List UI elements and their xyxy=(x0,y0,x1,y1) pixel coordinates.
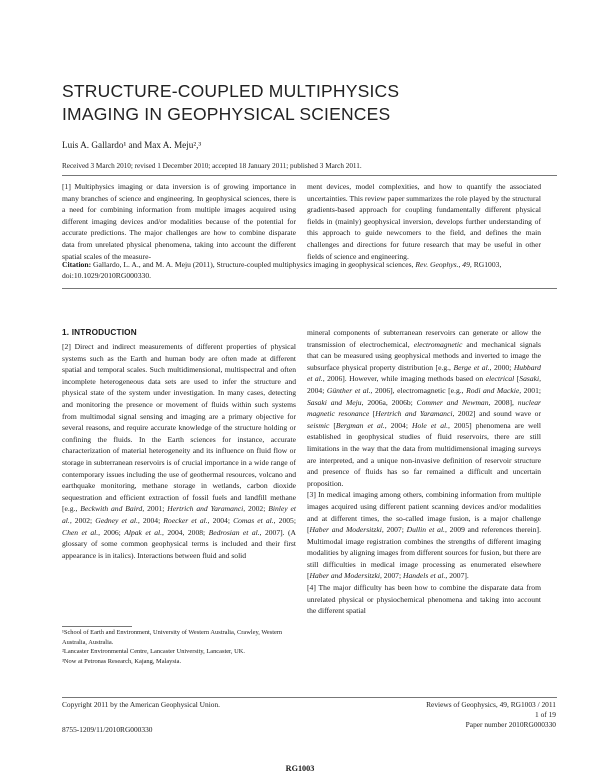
body-right-column xyxy=(307,327,541,617)
divider-citation xyxy=(62,288,557,289)
abstract-text-right: ment devices, model complexities, and how to quantify the associated uncertainties. This review paper summarizes the role played by the structural gradients-based approach for coupling fundamentally different physical fields in (mainly) geophysical inversion, develops further understanding of this approach to guide newcomers to the field, and defines the main challenges and directions for future research that may be useful in other fields of science and engineering. xyxy=(307,182,541,261)
footnote-rule xyxy=(62,626,132,627)
footer-issn: 8755-1209/11/2010RG000330 xyxy=(62,725,153,734)
citation-block xyxy=(62,259,554,282)
footnote-1: ¹School of Earth and Environment, University of Western Australia, Crawley, Western Australia, Australia. xyxy=(62,629,283,646)
section-heading-introduction: 1. INTRODUCTION xyxy=(62,328,137,337)
abstract-text-left: [1] Multiphysics imaging or data inversion is of growing importance in many branches of science and engineering. In geophysical sciences, there is a need for combining information from multiple images acquired using different imaging devices and/or modalities because of the potential for accurate predictions. The major challenges are how to combine disparate data from unrelated physical phenomena, taking into account the different spatial scales of the measure- xyxy=(62,182,296,261)
paragraph-3: [3] In medical imaging among others, combining information from multiple images acquired using different patient scanning devices and/or modalities and at different times, the so-called image fusion, is a major challenge [Haber and Modersitzki, 2007; Dullin et al., 2009 and references therein]. Multimodal image registration combines the strengths of different imaging modalities by aligning images from different sources for fusion, but there are still difficulties in medical image processing as enumerated elsewhere [Haber and Modersitzki, 2007; Handels et al., 2007]. xyxy=(307,490,541,581)
citation-text: Gallardo, L. A., and M. A. Meju (2011), Structure-coupled multiphysics imaging in geophysical sciences, xyxy=(93,260,414,269)
citation-doi: RG1003, doi:10.1029/2010RG000330. xyxy=(62,260,502,281)
citation-label: Citation: xyxy=(62,260,92,269)
footer-journal-info xyxy=(300,700,556,731)
paragraph-2: [2] Direct and indirect measurements of different properties of physical systems such as the Earth and human body are often made at different spatial and temporal scales. Such multidimensional, multispectral and often incomplete heterogeneous data sets are used to infer the structure and physical state of the system under investigation. In many cases, detecting and monitoring the presence or movement of fluids within such systems from multimodal signal sensing and imaging are a primary objective for several reasons, and require accurate knowledge of the structure holding or confining the fluids. In the Earth sciences for instance, accurate characterization of material heterogeneity and its influence on fluid flow or storage in subterranean reservoirs is of crucial importance in a wide range of contemporary issues including the use of geothermal resources, volcano and earthquake monitoring, methane storage in wetlands, carbon dioxide sequestration and efficient extraction of fossil fuels and landfill methane [e.g., Beckwith and Baird, 2001; Hertrich and Yaramanci, 2002; Binley et al., 2002; Gedney et al., 2004; Roecker et al., 2004; Comas et al., 2005; Chen et al., 2006; Alpak et al., 2004, 2008; Bedrosian et al., 2007]. (A glossary of some common geophysical terms is included and their first appearance is in italics). Interactions between fluid and solid xyxy=(62,342,296,560)
title-line-2: IMAGING IN GEOPHYSICAL SCIENCES xyxy=(62,104,391,124)
footnote-2: ²Lancaster Environmental Centre, Lancaster University, Lancaster, UK. xyxy=(62,648,245,656)
article-title xyxy=(62,80,482,126)
citation-journal: Rev. Geophys., 49, xyxy=(415,260,472,269)
publication-dates: Received 3 March 2010; revised 1 December 2010; accepted 18 January 2011; published 3 March 2011. xyxy=(62,162,362,170)
footer-pages: 1 of 19 xyxy=(535,710,556,720)
footer-copyright: Copyright 2011 by the American Geophysical Union. xyxy=(62,700,220,709)
paragraph-4: [4] The major difficulty has been how to combine the disparate data from unrelated physical or physiochemical phenomena and taking into account the different spatial xyxy=(307,583,541,616)
body-left-column xyxy=(62,341,296,561)
divider-footer xyxy=(62,697,557,698)
divider-top xyxy=(62,175,557,176)
footnote-3: ³Now at Petronas Research, Kajang, Malaysia. xyxy=(62,657,182,665)
footer-journal: Reviews of Geophysics, 49, RG1003 / 2011 xyxy=(426,700,556,709)
page-id: RG1003 xyxy=(285,764,315,773)
paragraph-2-continued: mineral components of subterranean reservoirs can generate or allow the transmission of electrochemical, electromagnetic and mechanical signals that can be measured using geophysical methods and inverted to image the subsurface physical property distribution [e.g., Berge et al., 2000; Hubbard et al., 2006]. However, while imaging methods based on electrical [Sasaki, 2004; Günther et al., 2006], electromagnetic [e.g., Rodi and Mackie, 2001; Sasaki and Meju, 2006a, 2006b; Commer and Newman, 2008], nuclear magnetic resonance [Hertrich and Yaramanci, 2002] and sound wave or seismic [Bergman et al., 2004; Hole et al., 2005] phenomena are well established in geophysical studies of fluid reservoirs, there are still limitations in the way that the data from multidimensional imaging surveys are interpreted, and a unique non-invasive definition of reservoir structure and presence of fluids has so far remained a difficult and uncertain proposition. xyxy=(307,328,542,488)
abstract-left-column xyxy=(62,181,296,262)
title-line-1: STRUCTURE-COUPLED MULTIPHYSICS xyxy=(62,81,400,101)
footer-paper-number: Paper number 2010RG000330 xyxy=(465,720,556,730)
footnotes xyxy=(62,628,296,666)
author-list: Luis A. Gallardo¹ and Max A. Meju²,³ xyxy=(62,140,202,150)
abstract-right-column xyxy=(307,181,541,262)
